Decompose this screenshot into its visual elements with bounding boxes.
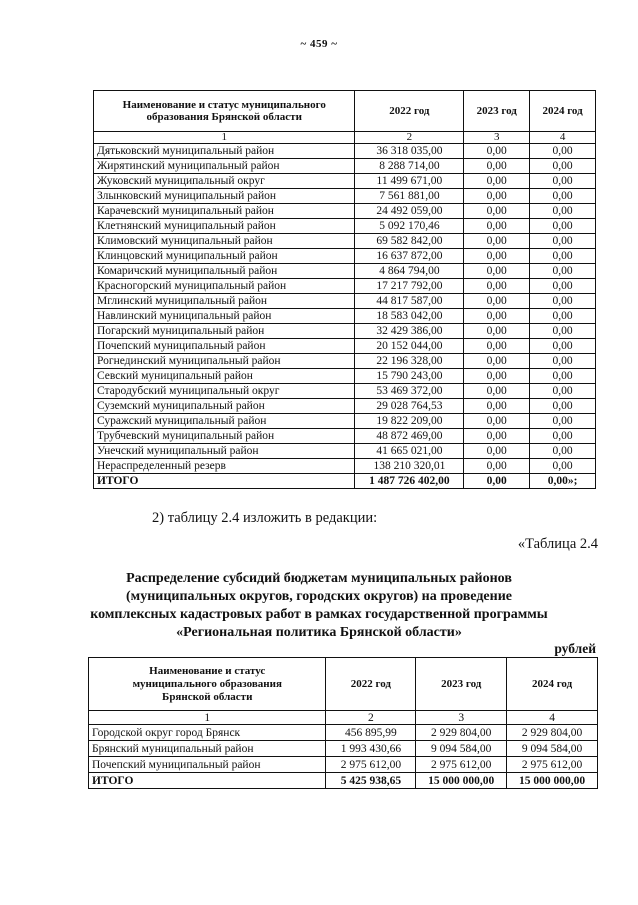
table-row — [94, 429, 596, 444]
cell-municipality: Погарский муниципальный район — [94, 324, 355, 339]
cell-amount: 0,00 — [530, 249, 596, 264]
cell-amount: 0,00 — [530, 354, 596, 369]
cell-amount: 0,00 — [464, 249, 530, 264]
cell-municipality: Суражский муниципальный район — [94, 414, 355, 429]
cell-amount: 0,00 — [530, 369, 596, 384]
cell-municipality: ИТОГО — [94, 474, 355, 489]
cell-amount: 0,00 — [464, 429, 530, 444]
cell-municipality: Красногорский муниципальный район — [94, 279, 355, 294]
cell-municipality: Трубчевский муниципальный район — [94, 429, 355, 444]
cell-amount: 0,00 — [530, 279, 596, 294]
table-row — [94, 219, 596, 234]
col-number: 1 — [94, 132, 355, 144]
cell-amount: 41 665 021,00 — [355, 444, 464, 459]
cell-amount: 0,00 — [464, 339, 530, 354]
cell-amount: 0,00 — [530, 174, 596, 189]
cell-municipality: Брянский муниципальный район — [89, 741, 326, 757]
cell-amount: 36 318 035,00 — [355, 144, 464, 159]
cell-amount: 0,00 — [530, 444, 596, 459]
page-number: ~ 459 ~ — [300, 38, 338, 50]
cell-amount: 5 092 170,46 — [355, 219, 464, 234]
cell-amount: 48 872 469,00 — [355, 429, 464, 444]
table-row — [94, 189, 596, 204]
column-number-row — [89, 711, 598, 725]
cell-amount: 53 469 372,00 — [355, 384, 464, 399]
cell-amount: 1 993 430,66 — [326, 741, 416, 757]
cell-amount: 0,00 — [464, 294, 530, 309]
cell-amount: 0,00 — [464, 444, 530, 459]
column-number-row — [94, 132, 596, 144]
cell-amount: 0,00 — [464, 459, 530, 474]
cell-amount: 16 637 872,00 — [355, 249, 464, 264]
cell-amount: 2 929 804,00 — [416, 725, 507, 741]
table-row — [94, 294, 596, 309]
table-row — [94, 249, 596, 264]
cell-amount: 0,00 — [464, 174, 530, 189]
cell-municipality: Клинцовский муниципальный район — [94, 249, 355, 264]
cell-amount: 0,00 — [464, 144, 530, 159]
cell-amount: 0,00 — [530, 159, 596, 174]
cell-municipality: Карачевский муниципальный район — [94, 204, 355, 219]
cell-amount: 0,00 — [464, 384, 530, 399]
cell-amount: 17 217 792,00 — [355, 279, 464, 294]
cell-amount: 0,00 — [530, 399, 596, 414]
cell-amount: 0,00 — [530, 219, 596, 234]
cell-amount: 456 895,99 — [326, 725, 416, 741]
cell-amount: 15 000 000,00 — [416, 773, 507, 789]
cell-municipality: Унечский муниципальный район — [94, 444, 355, 459]
col-number: 3 — [416, 711, 507, 725]
paragraph-instruction: 2) таблицу 2.4 изложить в редакции: — [152, 510, 378, 526]
cell-amount: 44 817 587,00 — [355, 294, 464, 309]
cell-municipality: Стародубский муниципальный округ — [94, 384, 355, 399]
cell-municipality: Почепский муниципальный район — [94, 339, 355, 354]
cell-amount: 0,00 — [530, 309, 596, 324]
cell-amount: 11 499 671,00 — [355, 174, 464, 189]
col-number: 2 — [326, 711, 416, 725]
cell-amount: 15 790 243,00 — [355, 369, 464, 384]
table-row — [94, 444, 596, 459]
cell-amount: 5 425 938,65 — [326, 773, 416, 789]
cell-amount: 22 196 328,00 — [355, 354, 464, 369]
cell-municipality: Климовский муниципальный район — [94, 234, 355, 249]
cell-amount: 2 929 804,00 — [507, 725, 598, 741]
table-header-row — [94, 91, 596, 132]
table-row — [94, 234, 596, 249]
table-row — [89, 741, 598, 757]
header-name: Наименование и статус муниципального образования Брянской области — [94, 91, 355, 132]
cell-amount: 0,00 — [530, 384, 596, 399]
cell-municipality: Злынковский муниципальный район — [94, 189, 355, 204]
unit-label: рублей — [554, 641, 596, 656]
cell-amount: 0,00 — [530, 294, 596, 309]
title-line: «Региональная политика Брянской области» — [176, 625, 462, 640]
header-2022: 2022 год — [355, 91, 464, 132]
cell-amount: 2 975 612,00 — [507, 757, 598, 773]
cell-amount: 0,00 — [464, 159, 530, 174]
header-name: Наименование и статус муниципального образования Брянской области — [89, 658, 326, 711]
header-2022: 2022 год — [326, 658, 416, 711]
cell-amount: 0,00 — [464, 189, 530, 204]
table-row — [94, 324, 596, 339]
cell-municipality: Городской округ город Брянск — [89, 725, 326, 741]
cell-amount: 138 210 320,01 — [355, 459, 464, 474]
cell-amount: 0,00 — [464, 369, 530, 384]
table-row — [94, 159, 596, 174]
cell-amount: 0,00 — [530, 144, 596, 159]
cell-amount: 9 094 584,00 — [416, 741, 507, 757]
table-row — [94, 174, 596, 189]
table-row — [94, 144, 596, 159]
table-row — [94, 414, 596, 429]
cell-amount: 0,00 — [464, 474, 530, 489]
title-line: комплексных кадастровых работ в рамках государственной программы — [90, 607, 548, 622]
table-row — [89, 725, 598, 741]
table-row — [94, 204, 596, 219]
col-number: 4 — [507, 711, 598, 725]
document-title — [0, 570, 638, 642]
cell-amount: 19 822 209,00 — [355, 414, 464, 429]
table-row — [94, 279, 596, 294]
cell-municipality: Севский муниципальный район — [94, 369, 355, 384]
cell-municipality: ИТОГО — [89, 773, 326, 789]
cell-municipality: Рогнединский муниципальный район — [94, 354, 355, 369]
table-row — [94, 264, 596, 279]
col-number: 2 — [355, 132, 464, 144]
cell-amount: 0,00 — [530, 234, 596, 249]
cell-amount: 7 561 881,00 — [355, 189, 464, 204]
cell-amount: 0,00 — [530, 189, 596, 204]
cell-municipality: Жуковский муниципальный округ — [94, 174, 355, 189]
table-row — [94, 354, 596, 369]
cell-amount: 9 094 584,00 — [507, 741, 598, 757]
cell-amount: 24 492 059,00 — [355, 204, 464, 219]
table-row — [94, 384, 596, 399]
col-number: 1 — [89, 711, 326, 725]
header-2023: 2023 год — [416, 658, 507, 711]
cell-amount: 0,00 — [464, 399, 530, 414]
table-row — [94, 369, 596, 384]
table-cadastral-subsidies — [88, 657, 598, 789]
cell-municipality: Суземский муниципальный район — [94, 399, 355, 414]
cell-amount: 0,00 — [530, 264, 596, 279]
cell-municipality: Дятьковский муниципальный район — [94, 144, 355, 159]
cell-municipality: Мглинский муниципальный район — [94, 294, 355, 309]
cell-amount: 0,00 — [464, 414, 530, 429]
col-number: 3 — [464, 132, 530, 144]
cell-amount: 0,00 — [530, 324, 596, 339]
table-row — [94, 309, 596, 324]
table-row — [94, 339, 596, 354]
header-2024: 2024 год — [507, 658, 598, 711]
cell-amount: 0,00 — [464, 324, 530, 339]
title-line: Распределение субсидий бюджетам муниципальных районов — [126, 571, 512, 586]
cell-amount: 29 028 764,53 — [355, 399, 464, 414]
cell-amount: 69 582 842,00 — [355, 234, 464, 249]
col-number: 4 — [530, 132, 596, 144]
cell-amount: 0,00 — [464, 279, 530, 294]
header-2024: 2024 год — [530, 91, 596, 132]
cell-amount: 1 487 726 402,00 — [355, 474, 464, 489]
cell-amount: 15 000 000,00 — [507, 773, 598, 789]
cell-municipality: Нераспределенный резерв — [94, 459, 355, 474]
cell-amount: 0,00 — [530, 429, 596, 444]
cell-amount: 2 975 612,00 — [416, 757, 507, 773]
cell-amount: 0,00 — [464, 219, 530, 234]
cell-municipality: Клетнянский муниципальный район — [94, 219, 355, 234]
cell-amount: 0,00»; — [530, 474, 596, 489]
table-row — [94, 399, 596, 414]
cell-amount: 20 152 044,00 — [355, 339, 464, 354]
title-line: (муниципальных округов, городских округов) на проведение — [126, 589, 512, 604]
cell-amount: 4 864 794,00 — [355, 264, 464, 279]
cell-amount: 0,00 — [530, 204, 596, 219]
cell-amount: 0,00 — [530, 339, 596, 354]
cell-amount: 8 288 714,00 — [355, 159, 464, 174]
table-total-row — [89, 773, 598, 789]
cell-amount: 0,00 — [464, 309, 530, 324]
header-2023: 2023 год — [464, 91, 530, 132]
table-municipal-subsidies — [93, 90, 596, 489]
table-row — [89, 757, 598, 773]
cell-amount: 18 583 042,00 — [355, 309, 464, 324]
cell-amount: 32 429 386,00 — [355, 324, 464, 339]
cell-amount: 0,00 — [464, 354, 530, 369]
cell-amount: 0,00 — [530, 459, 596, 474]
table-row — [94, 459, 596, 474]
cell-amount: 0,00 — [464, 264, 530, 279]
cell-amount: 0,00 — [530, 414, 596, 429]
cell-municipality: Навлинский муниципальный район — [94, 309, 355, 324]
cell-municipality: Жирятинский муниципальный район — [94, 159, 355, 174]
table-header-row — [89, 658, 598, 711]
table-total-row — [94, 474, 596, 489]
cell-amount: 2 975 612,00 — [326, 757, 416, 773]
cell-amount: 0,00 — [464, 204, 530, 219]
cell-amount: 0,00 — [464, 234, 530, 249]
table-caption: «Таблица 2.4 — [517, 536, 598, 552]
cell-municipality: Почепский муниципальный район — [89, 757, 326, 773]
cell-municipality: Комаричский муниципальный район — [94, 264, 355, 279]
